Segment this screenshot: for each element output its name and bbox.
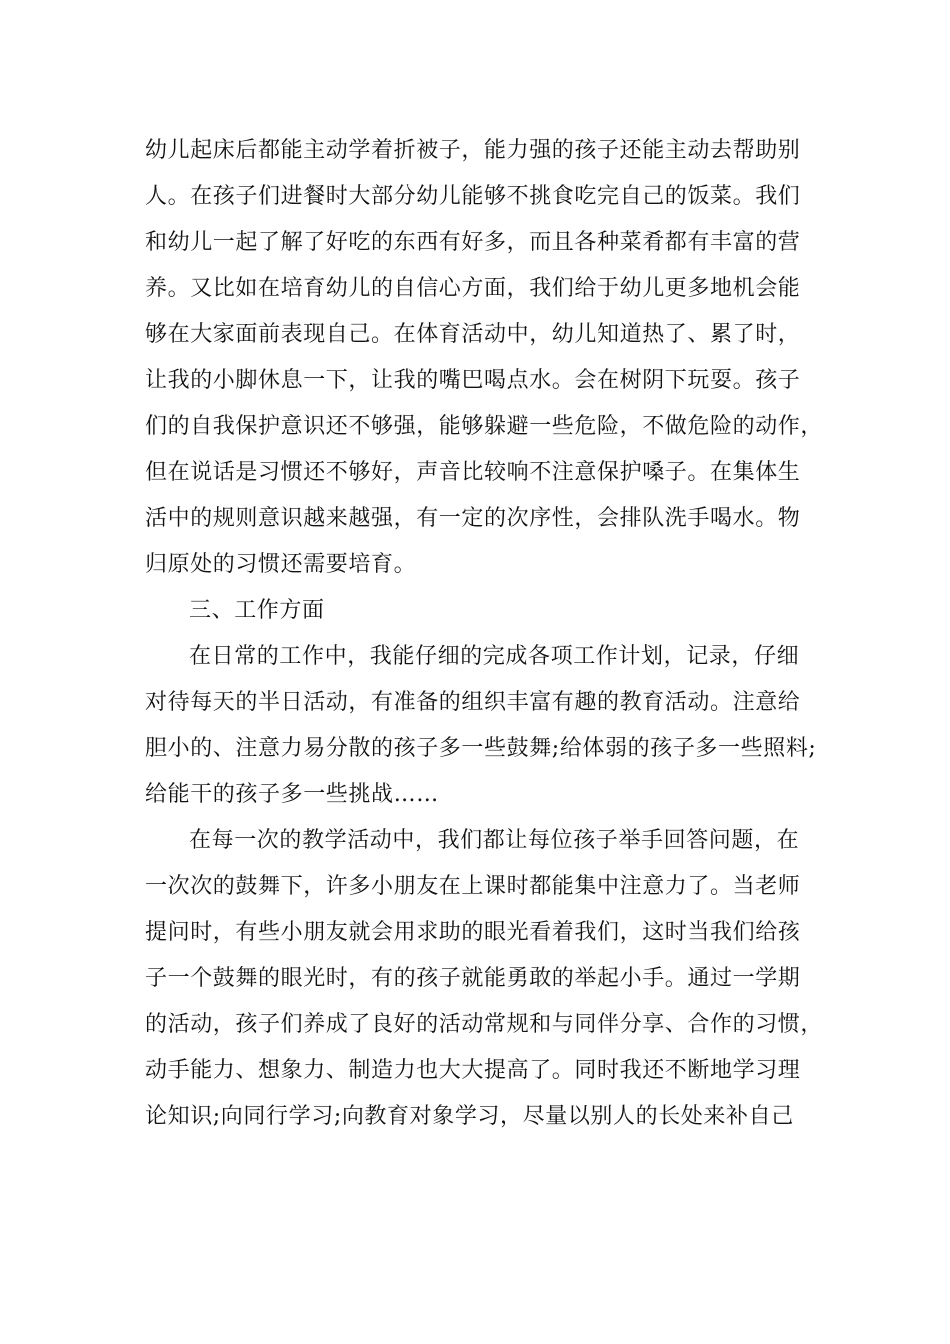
text-line: 的活动，孩子们养成了良好的活动常规和与同伴分享、合作的习惯， — [145, 1012, 824, 1037]
text-line: 让我的小脚休息一下，让我的嘴巴喝点水。会在树阴下玩耍。孩子 — [145, 368, 801, 393]
text-line: 论知识;向同行学习;向教育对象学习，尽量以别人的长处来补自己 — [145, 1104, 794, 1129]
text-line: 人。在孩子们进餐时大部分幼儿能够不挑食吃完自己的饭菜。我们 — [145, 184, 801, 209]
text-line: 们的自我保护意识还不够强，能够躲避一些危险，不做危险的动作， — [145, 414, 824, 439]
text-line: 活中的规则意识越来越强，有一定的次序性，会排队洗手喝水。物 — [145, 506, 801, 531]
text-line: 动手能力、想象力、制造力也大大提高了。同时我还不断地学习理 — [145, 1058, 801, 1083]
text-line: 归原处的习惯还需要培育。 — [145, 552, 417, 577]
text-line: 和幼儿一起了解了好吃的东西有好多，而且各种菜肴都有丰富的营 — [145, 230, 801, 255]
text-line: 在每一次的教学活动中，我们都让每位孩子举手回答问题，在 — [189, 828, 800, 853]
body-text — [145, 128, 825, 1140]
section-heading: 三、工作方面 — [189, 598, 325, 623]
text-line: 够在大家面前表现自己。在体育活动中，幼儿知道热了、累了时， — [145, 322, 801, 347]
text-line: 对待每天的半日活动，有准备的组织丰富有趣的教育活动。注意给 — [145, 690, 801, 715]
text-line: 胆小的、注意力易分散的孩子多一些鼓舞;给体弱的孩子多一些照料; — [145, 736, 817, 761]
text-line: 一次次的鼓舞下，许多小朋友在上课时都能集中注意力了。当老师 — [145, 874, 801, 899]
text-line: 提问时，有些小朋友就会用求助的眼光看着我们，这时当我们给孩 — [145, 920, 801, 945]
text-line: 但在说话是习惯还不够好，声音比较响不注意保护嗓子。在集体生 — [145, 460, 801, 485]
text-line: 子一个鼓舞的眼光时，有的孩子就能勇敢的举起小手。通过一学期 — [145, 966, 801, 991]
text-line: 在日常的工作中，我能仔细的完成各项工作计划，记录，仔细 — [189, 644, 800, 669]
text-line: 养。又比如在培育幼儿的自信心方面，我们给于幼儿更多地机会能 — [145, 276, 801, 301]
text-line: 给能干的孩子多一些挑战…… — [145, 782, 439, 807]
text-line: 幼儿起床后都能主动学着折被子，能力强的孩子还能主动去帮助别 — [145, 138, 801, 163]
